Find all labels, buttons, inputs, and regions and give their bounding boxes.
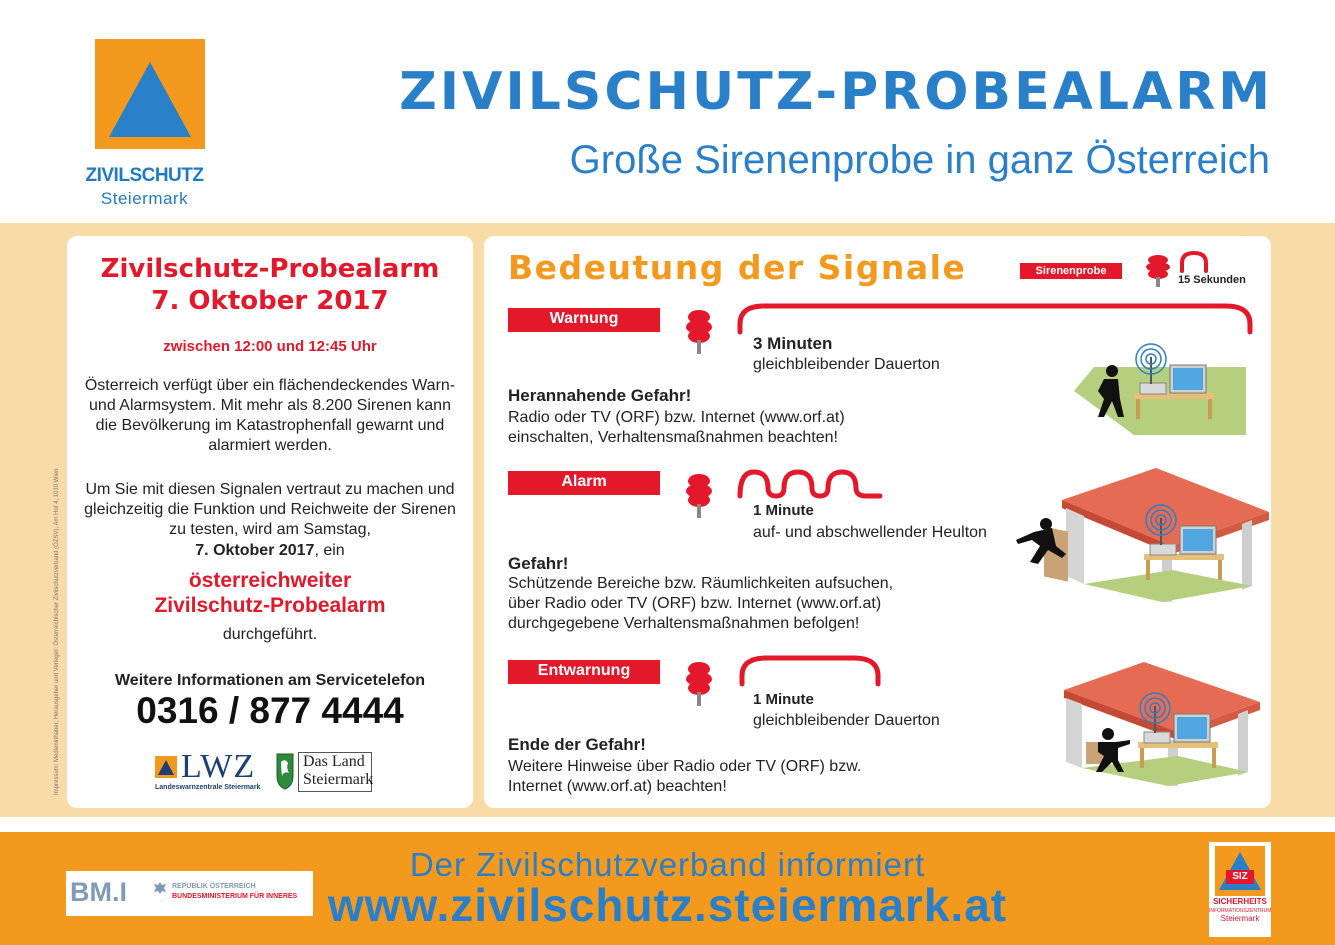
- warnung-scene-illustration: [1074, 341, 1254, 439]
- warnung-heading: Herannahende Gefahr!: [508, 386, 692, 405]
- event-title: Zivilschutz-Probealarm: [100, 254, 440, 284]
- styria-panther-icon: [275, 752, 295, 790]
- siz-line2: INFORMATIONSZENTRUM: [1209, 908, 1272, 914]
- entwarnung-tone: gleichbleibender Dauerton: [753, 712, 940, 729]
- bmi-republic-text: REPUBLIK ÖSTERREICH: [172, 883, 256, 890]
- land-steiermark-logo: [275, 750, 375, 796]
- alarm-text-1: Schützende Bereiche bzw. Räumlichkeiten aufsuchen,: [508, 575, 894, 592]
- warnung-tone: gleichbleibender Dauerton: [753, 356, 940, 373]
- probe-duration: 15 Sekunden: [1178, 274, 1246, 286]
- highlight-line-2: Zivilschutz-Probealarm: [154, 594, 386, 617]
- lwz-caption: Landeswarnzentrale Steiermark: [155, 784, 261, 791]
- entwarnung-tag: Entwarnung: [508, 660, 660, 684]
- highlight-line-1: österreichweiter: [188, 569, 352, 592]
- siz-line3: Steiermark: [1220, 914, 1260, 923]
- warnung-text-1: Radio oder TV (ORF) bzw. Internet (www.orf.at): [508, 409, 845, 426]
- entwarnung-text-2: Internet (www.orf.at) beachten!: [508, 778, 727, 795]
- warnung-text-2: einschalten, Verhaltensmaßnahmen beachten!: [508, 429, 838, 446]
- warnung-tag: Warnung: [508, 308, 660, 332]
- warnung-duration: 3 Minuten: [753, 334, 833, 353]
- footer-tagline: Der Zivilschutzverband informiert: [409, 846, 926, 883]
- siz-logo: [1209, 842, 1271, 937]
- info-panel: [67, 236, 473, 808]
- probe-wave-icon: [1178, 249, 1210, 273]
- entwarnung-duration: 1 Minute: [753, 691, 814, 708]
- entwarnung-heading: Ende der Gefahr!: [508, 735, 646, 754]
- entwarnung-text-1: Weitere Hinweise über Radio oder TV (ORF) bzw.: [508, 758, 862, 775]
- bmi-logo: [66, 871, 313, 916]
- land-line2: Steiermark: [303, 771, 374, 788]
- zivilschutz-logo: [83, 39, 208, 214]
- alarm-heading: Gefahr!: [508, 554, 569, 573]
- page-title: ZIVILSCHUTZ-PROBEALARM: [399, 62, 1273, 122]
- land-line1: Das Land: [303, 753, 365, 770]
- info-paragraph-2: Um Sie mit diesen Signalen vertraut zu machen und gleichzeitig die Funktion und Reichweite der Sirenen zu testen, wird am Samstag,: [84, 481, 456, 538]
- alarm-tag: Alarm: [508, 471, 660, 495]
- siren-icon: [684, 472, 714, 520]
- zivilschutz-triangle-icon: [95, 39, 205, 149]
- service-phone-label: Weitere Informationen am Servicetelefon: [114, 672, 425, 689]
- info-paragraph-1: Österreich verfügt über ein flächendeckendes Warn- und Alarmsystem. Mit mehr als 8.200 Sirenen kann die Bevölkerung im Katastrophenfall gewarnt und alarmiert werden.: [84, 377, 456, 454]
- siz-line1: SICHERHEITS: [1213, 897, 1267, 906]
- tv-icon: [1174, 714, 1210, 742]
- alarm-scene-illustration: [1004, 466, 1269, 606]
- tv-icon: [1180, 526, 1216, 554]
- house-icon: [1064, 662, 1260, 786]
- info-date-bold: 7. Oktober 2017: [195, 542, 315, 559]
- info-date-suffix: , ein: [314, 542, 345, 559]
- footer-url-link[interactable]: www.zivilschutz.steiermark.at: [327, 879, 1008, 931]
- event-time: zwischen 12:00 und 12:45 Uhr: [163, 338, 377, 355]
- continuous-tone-wave-icon: [734, 300, 1256, 336]
- info-date-line: [67, 542, 473, 560]
- imprint-text: Impressum: Medieninhaber, Herausgeber und Verleger: Österreichischer Zivilschutzverband (ÖZSV), Am Hof 4, 1010 Wien: [54, 468, 60, 795]
- lwz-triangle-icon: [155, 756, 177, 778]
- rising-falling-tone-wave-icon: [736, 466, 884, 502]
- siren-icon: [1144, 254, 1172, 290]
- signals-title: Bedeutung der Signale: [508, 248, 967, 287]
- alarm-text-3: durchgegebene Verhaltensmaßnahmen befolgen!: [508, 615, 860, 632]
- lwz-logo: [155, 750, 270, 796]
- page-subtitle: Große Sirenenprobe in ganz Österreich: [569, 138, 1270, 182]
- logo-line1: ZIVILSCHUTZ: [85, 165, 204, 186]
- lwz-logo-text: LWZ: [181, 748, 256, 785]
- info-done: durchgeführt.: [222, 626, 318, 643]
- siz-badge: SIZ: [1226, 870, 1254, 884]
- probe-tag: Sirenenprobe: [1020, 263, 1122, 279]
- continuous-tone-wave-icon: [736, 652, 884, 688]
- austria-eagle-icon: [153, 881, 167, 895]
- siren-icon: [684, 308, 714, 356]
- alarm-tone: auf- und abschwellender Heulton: [753, 524, 987, 541]
- event-date-title: 7. Oktober 2017: [151, 286, 389, 316]
- alarm-text-2: über Radio oder TV (ORF) bzw. Internet (www.orf.at): [508, 595, 882, 612]
- entwarnung-scene-illustration: [1060, 660, 1260, 788]
- logo-line2: Steiermark: [100, 189, 189, 208]
- service-phone-number[interactable]: 0316 / 877 4444: [136, 690, 404, 731]
- siren-icon: [684, 660, 714, 708]
- bmi-ministry-text: BUNDESMINISTERIUM FÜR INNERES: [172, 893, 298, 900]
- signals-panel: [484, 236, 1271, 808]
- alarm-duration: 1 Minute: [753, 502, 814, 519]
- tv-icon: [1170, 365, 1206, 393]
- bmi-logo-text: BM.I: [70, 877, 127, 907]
